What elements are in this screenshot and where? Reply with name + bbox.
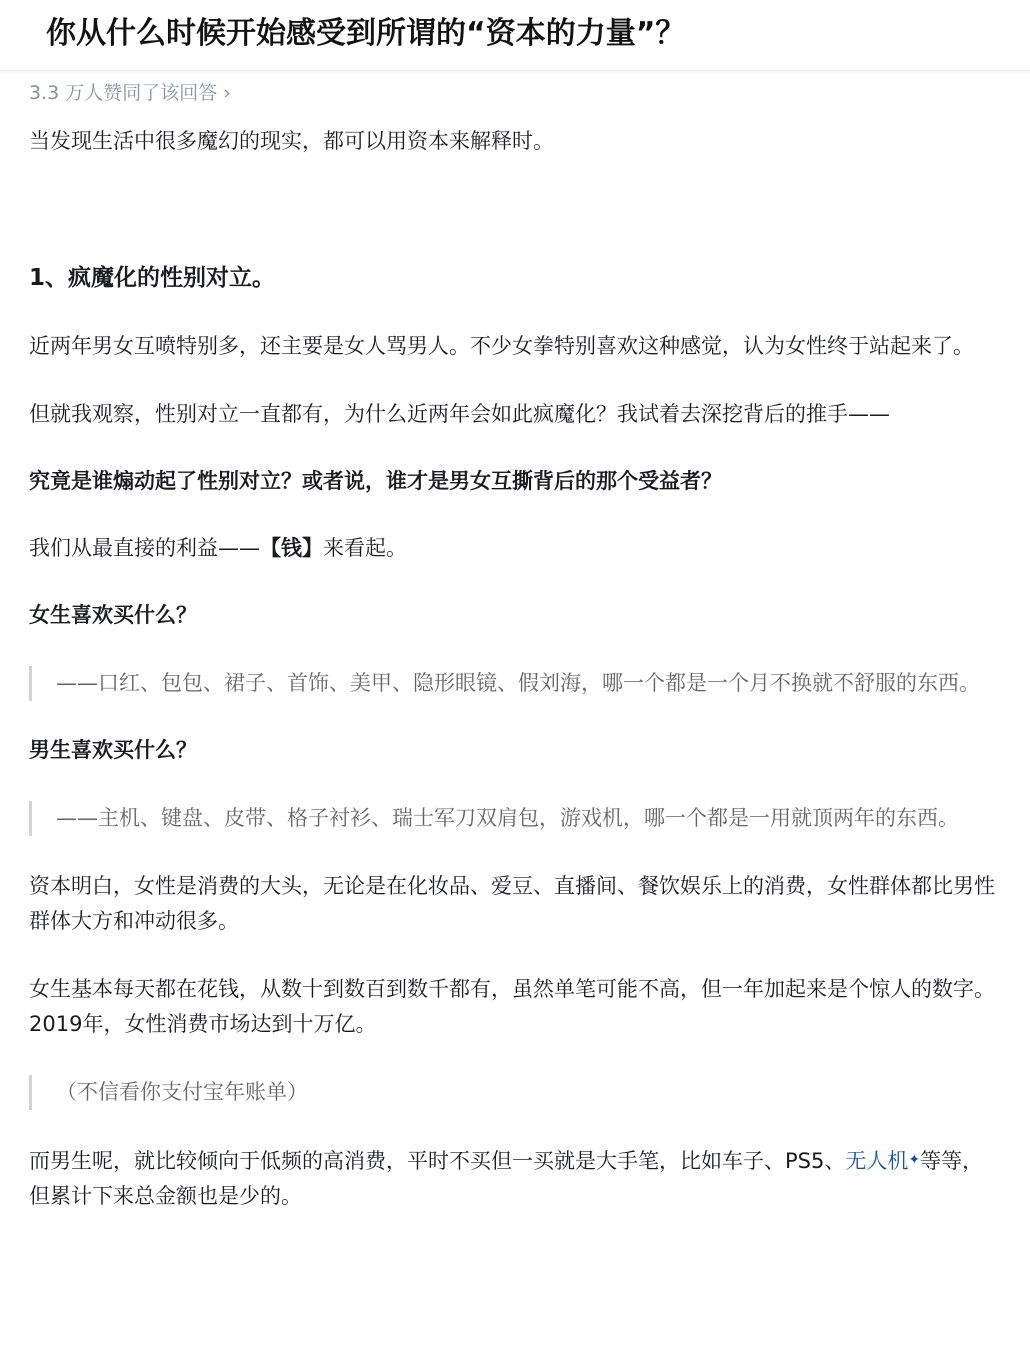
paragraph: 但就我观察，性别对立一直都有，为什么近两年会如此疯魔化？我试着去深挖背后的推手——: [29, 402, 890, 426]
men-quote: ——主机、键盘、皮带、格子衬衫、瑞士军刀双肩包，游戏机，哪一个都是一用就顶两年的东西。: [29, 801, 1004, 836]
text-segment: 等等，但累计下来总金额也是少的。: [29, 1149, 984, 1208]
question-header: [0, 0, 1030, 71]
chevron-right-icon: ›: [223, 82, 231, 104]
sparkle-icon: ✦: [908, 1152, 921, 1168]
text-segment: 而男生呢，就比较倾向于低频的高消费，平时不买但一买就是大手笔，比如车子、PS5、: [29, 1149, 846, 1173]
text-segment: 来看起。: [323, 536, 407, 560]
paragraph: 资本明白，女性是消费的大头，无论是在化妆品、爱豆、直播间、餐饮娱乐上的消费，女性群体都比男性群体大方和冲动很多。: [29, 874, 995, 933]
women-heading: 女生喜欢买什么？: [29, 603, 197, 627]
voters-count[interactable]: [29, 76, 1004, 110]
voters-text: 3.3 万人赞同了该回答: [29, 82, 218, 104]
paragraph: [29, 531, 1004, 566]
bold-paragraph: 究竟是谁煽动起了性别对立？或者说，谁才是男女互撕背后的那个受益者？: [29, 469, 722, 493]
paragraph: [29, 1143, 1004, 1214]
paragraph: 近两年男女互喷特别多，还主要是女人骂男人。不少女拳特别喜欢这种感觉，认为女性终于站起来了。: [29, 334, 974, 358]
text-segment: 我们从最直接的利益——: [29, 536, 260, 560]
question-title[interactable]: 你从什么时候开始感受到所谓的“资本的力量”？: [46, 16, 686, 51]
answer-content: [29, 76, 1004, 1214]
alipay-quote: （不信看你支付宝年账单）: [29, 1075, 1004, 1110]
women-quote: ——口红、包包、裙子、首饰、美甲、隐形眼镜、假刘海，哪一个都是一个月不换就不舒服的东西。: [29, 666, 1004, 701]
section-heading: 1、疯魔化的性别对立。: [29, 265, 276, 291]
men-heading: 男生喜欢买什么？: [29, 738, 197, 762]
paragraph: 女生基本每天都在花钱，从数十到数百到数千都有，虽然单笔可能不高，但一年加起来是个惊人的数字。2019年，女性消费市场达到十万亿。: [29, 977, 995, 1036]
intro-paragraph: 当发现生活中很多魔幻的现实，都可以用资本来解释时。: [29, 129, 554, 153]
drone-link[interactable]: 无人机: [845, 1149, 909, 1173]
bold-segment: 【钱】: [260, 536, 323, 560]
